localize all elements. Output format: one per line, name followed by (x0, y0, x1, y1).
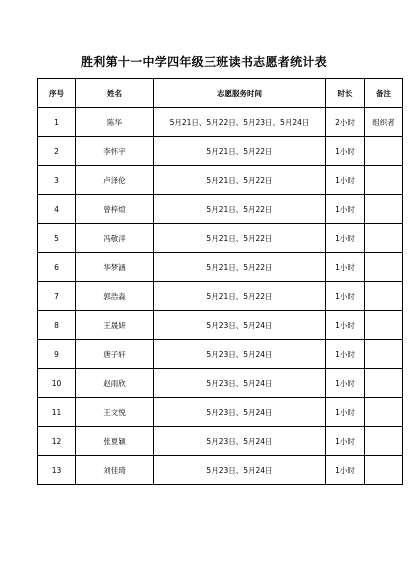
cell-service-time: 5月23日、5月24日 (154, 398, 326, 427)
cell-service-time: 5月23日、5月24日 (154, 311, 326, 340)
header-index: 序号 (38, 79, 76, 108)
cell-name: 冯敬洋 (76, 224, 154, 253)
cell-note (365, 195, 403, 224)
cell-note: 组织者 (365, 108, 403, 137)
cell-note (365, 340, 403, 369)
table-row (38, 224, 403, 253)
cell-name: 李怀宇 (76, 137, 154, 166)
cell-note (365, 224, 403, 253)
header-name: 姓名 (76, 79, 154, 108)
cell-service-time: 5月23日、5月24日 (154, 340, 326, 369)
header-duration: 时长 (326, 79, 365, 108)
cell-duration: 2小时 (326, 108, 365, 137)
cell-service-time: 5月21日、5月22日 (154, 137, 326, 166)
cell-service-time: 5月21日、5月22日 (154, 282, 326, 311)
cell-duration: 1小时 (326, 137, 365, 166)
cell-name: 陈华 (76, 108, 154, 137)
cell-index: 10 (38, 369, 76, 398)
cell-service-time: 5月23日、5月24日 (154, 427, 326, 456)
cell-duration: 1小时 (326, 311, 365, 340)
cell-service-time: 5月21日、5月22日 (154, 224, 326, 253)
cell-index: 11 (38, 398, 76, 427)
cell-name: 赵雨欣 (76, 369, 154, 398)
table-row (38, 311, 403, 340)
cell-index: 13 (38, 456, 76, 485)
cell-duration: 1小时 (326, 340, 365, 369)
cell-note (365, 282, 403, 311)
header-note: 备注 (365, 79, 403, 108)
table-row (38, 282, 403, 311)
cell-index: 12 (38, 427, 76, 456)
cell-duration: 1小时 (326, 166, 365, 195)
cell-note (365, 253, 403, 282)
cell-service-time: 5月23日、5月24日 (154, 369, 326, 398)
cell-duration: 1小时 (326, 427, 365, 456)
cell-index: 2 (38, 137, 76, 166)
cell-index: 8 (38, 311, 76, 340)
cell-note (365, 427, 403, 456)
cell-service-time: 5月23日、5月24日 (154, 456, 326, 485)
cell-duration: 1小时 (326, 456, 365, 485)
table-row (38, 427, 403, 456)
cell-note (365, 311, 403, 340)
cell-index: 1 (38, 108, 76, 137)
cell-name: 曾梓煊 (76, 195, 154, 224)
cell-name: 刘佳琦 (76, 456, 154, 485)
table-row (38, 340, 403, 369)
cell-service-time: 5月21日、5月22日 (154, 195, 326, 224)
table-body (38, 108, 403, 485)
table-row (38, 253, 403, 282)
header-service-time: 志愿服务时间 (154, 79, 326, 108)
cell-index: 6 (38, 253, 76, 282)
cell-duration: 1小时 (326, 398, 365, 427)
cell-name: 卢泽伦 (76, 166, 154, 195)
table-row (38, 108, 403, 137)
cell-service-time: 5月21日、5月22日 (154, 166, 326, 195)
cell-service-time: 5月21日、5月22日、5月23日、5月24日 (154, 108, 326, 137)
cell-name: 唐子轩 (76, 340, 154, 369)
cell-name: 郭浩淼 (76, 282, 154, 311)
header-row (38, 79, 403, 108)
cell-index: 9 (38, 340, 76, 369)
cell-index: 7 (38, 282, 76, 311)
volunteer-table (37, 78, 403, 485)
cell-note (365, 369, 403, 398)
cell-name: 华梦涵 (76, 253, 154, 282)
cell-duration: 1小时 (326, 369, 365, 398)
table-row (38, 166, 403, 195)
cell-index: 3 (38, 166, 76, 195)
table-row (38, 195, 403, 224)
cell-name: 王文悦 (76, 398, 154, 427)
cell-note (365, 166, 403, 195)
cell-name: 王晟妍 (76, 311, 154, 340)
cell-duration: 1小时 (326, 253, 365, 282)
cell-duration: 1小时 (326, 282, 365, 311)
table-row (38, 398, 403, 427)
page-title: 胜利第十一中学四年级三班读书志愿者统计表 (80, 55, 327, 69)
table-row (38, 137, 403, 166)
cell-duration: 1小时 (326, 224, 365, 253)
cell-note (365, 398, 403, 427)
cell-index: 4 (38, 195, 76, 224)
cell-note (365, 456, 403, 485)
table-row (38, 456, 403, 485)
cell-index: 5 (38, 224, 76, 253)
cell-service-time: 5月21日、5月22日 (154, 253, 326, 282)
cell-name: 张夏颖 (76, 427, 154, 456)
table-row (38, 369, 403, 398)
cell-note (365, 137, 403, 166)
cell-duration: 1小时 (326, 195, 365, 224)
